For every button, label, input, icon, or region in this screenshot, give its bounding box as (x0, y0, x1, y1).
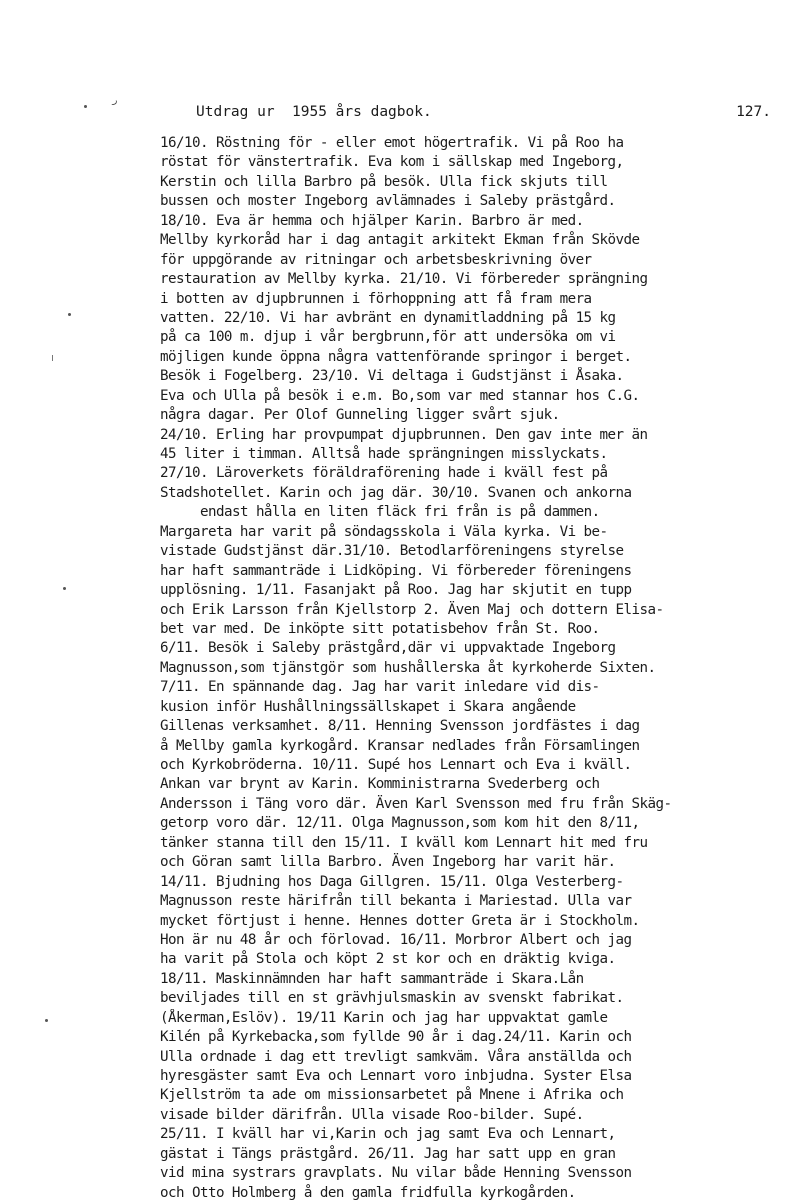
margin-dot (45, 1019, 48, 1022)
text-line: upplösning. 1/11. Fasanjakt på Roo. Jag har skjutit en tupp (160, 582, 632, 599)
margin-dot (63, 587, 66, 590)
text-line: 25/11. I kväll har vi,Karin och jag samt Eva och Lennart, (160, 1126, 616, 1143)
text-line: vid mina systrars gravplats. Nu vilar både Henning Svensson (160, 1165, 632, 1182)
text-line: Andersson i Täng voro där. Även Karl Svensson med fru från Skäg- (160, 795, 672, 812)
text-line: möjligen kunde öppna några vattenförande springor i berget. (160, 348, 632, 365)
text-line: Gillenas verksamhet. 8/11. Henning Svensson jordfästes i dag (160, 718, 640, 735)
text-line: Margareta har varit på söndagsskola i Väla kyrka. Vi be- (160, 523, 608, 540)
text-line: Hon är nu 48 år och förlovad. 16/11. Morbror Albert och jag (160, 931, 632, 948)
text-line: kusion inför Hushållningssällskapet i Skara angående (160, 698, 576, 715)
text-line: 14/11. Bjudning hos Daga Gillgren. 15/11. Olga Vesterberg- (160, 873, 624, 890)
text-line: och Kyrkobröderna. 10/11. Supé hos Lennart och Eva i kväll. (160, 757, 632, 773)
text-line: i botten av djupbrunnen i förhoppning att få fram mera (160, 290, 592, 307)
text-line: hyresgäster samt Eva och Lennart voro inbjudna. Syster Elsa (160, 1068, 632, 1084)
margin-mark: ر (112, 96, 118, 106)
text-line: Kjellström ta ade om missionsarbetet på Mnene i Afrika och (160, 1087, 624, 1104)
text-line: vistade Gudstjänst där.31/10. Betodlarföreningens styrelse (160, 543, 624, 560)
text-line: för uppgörande av ritningar och arbetsbeskrivning över (160, 251, 592, 268)
text-line: har haft sammanträde i Lidköping. Vi förbereder föreningens (160, 562, 632, 579)
text-line: (Åkerman,Eslöv). 19/11 Karin och jag har uppvaktat gamle (160, 1009, 608, 1026)
text-line: några dagar. Per Olof Gunneling ligger svårt sjuk. (160, 407, 560, 424)
document-title: Utdrag ur 1955 års dagbok. (196, 104, 432, 120)
text-line: 24/10. Erling har provpumpat djupbrunnen. Den gav inte mer än (160, 426, 648, 443)
text-line: 45 liter i timman. Alltså hade sprängningen misslyckats. (160, 446, 608, 462)
text-line: Mellby kyrkoråd har i dag antagit arkitekt Ekman från Skövde (160, 232, 640, 249)
text-line: 18/11. Maskinnämnden har haft sammanträde i Skara.Lån (160, 970, 584, 987)
text-line: bussen och moster Ingeborg avlämnades i Saleby prästgård. (160, 193, 616, 210)
page-header (196, 104, 771, 126)
text-line: Besök i Fogelberg. 23/10. Vi deltaga i Gudstjänst i Åsaka. (160, 368, 624, 385)
text-line: på ca 100 m. djup i vår bergbrunn,för att undersöka om vi (160, 329, 616, 346)
text-line: ha varit på Stola och köpt 2 st kor och en dräktig kviga. (160, 951, 616, 968)
text-line: 16/10. Röstning för - eller emot högertrafik. Vi på Roo ha (160, 135, 624, 151)
text-line: Magnusson,som tjänstgör som hushållerska åt kyrkoherde Sixten. (160, 659, 656, 676)
text-line: och Göran samt lilla Barbro. Även Ingeborg har varit här. (160, 854, 616, 871)
text-line: Ankan var brynt av Karin. Komministrarna Svederberg och (160, 776, 600, 793)
text-line: gästat i Tängs prästgård. 26/11. Jag har satt upp en gran (160, 1145, 616, 1162)
text-line: Magnusson reste härifrån till bekanta i Mariestad. Ulla var (160, 893, 632, 910)
text-line: Kilén på Kyrkebacka,som fyllde 90 år i dag.24/11. Karin och (160, 1029, 632, 1046)
text-line: Ulla ordnade i dag ett trevligt samkväm. Våra anställda och (160, 1048, 632, 1065)
text-line: å Mellby gamla kyrkogård. Kransar nedlades från Församlingen (160, 737, 640, 754)
diary-text (160, 134, 775, 1203)
text-line: beviljades till en st grävhjulsmaskin av svenskt fabrikat. (160, 990, 624, 1007)
text-line: bet var med. De inköpte sitt potatisbehov från St. Roo. (160, 620, 600, 637)
text-line: och Otto Holmberg å den gamla fridfulla kyrkogården. (160, 1184, 576, 1201)
page-number: 127. (736, 104, 771, 120)
margin-dot (68, 313, 71, 316)
text-line: Eva och Ulla på besök i e.m. Bo,som var med stannar hos C.G. (160, 387, 640, 404)
text-line: mycket förtjust i henne. Hennes dotter Greta är i Stockholm. (160, 912, 640, 929)
text-line: 27/10. Läroverkets föräldraförening hade i kväll fest på (160, 465, 608, 482)
text-line: tänker stanna till den 15/11. I kväll kom Lennart hit med fru (160, 834, 648, 851)
margin-tick (52, 355, 53, 361)
punch-hole-dot (84, 105, 87, 108)
text-line: restauration av Mellby kyrka. 21/10. Vi förbereder sprängning (160, 271, 648, 288)
text-line: 6/11. Besök i Saleby prästgård,där vi uppvaktade Ingeborg (160, 640, 616, 657)
text-line: 18/10. Eva är hemma och hjälper Karin. Barbro är med. (160, 212, 584, 229)
text-line: visade bilder därifrån. Ulla visade Roo-bilder. Supé. (160, 1106, 584, 1123)
text-line: getorp voro där. 12/11. Olga Magnusson,som kom hit den 8/11, (160, 815, 640, 832)
text-line: Stadshotellet. Karin och jag där. 30/10. Svanen och ankorna (160, 484, 632, 501)
text-line: och Erik Larsson från Kjellstorp 2. Även Maj och dottern Elisa- (160, 601, 664, 618)
text-line: Kerstin och lilla Barbro på besök. Ulla fick skjuts till (160, 173, 608, 190)
text-line: röstat för vänstertrafik. Eva kom i sällskap med Ingeborg, (160, 154, 624, 171)
text-line: vatten. 22/10. Vi har avbränt en dynamitladdning på 15 kg (160, 309, 616, 326)
text-line: endast hålla en liten fläck fri från is på dammen. (200, 504, 600, 521)
text-line: 7/11. En spännande dag. Jag har varit inledare vid dis- (160, 679, 600, 696)
